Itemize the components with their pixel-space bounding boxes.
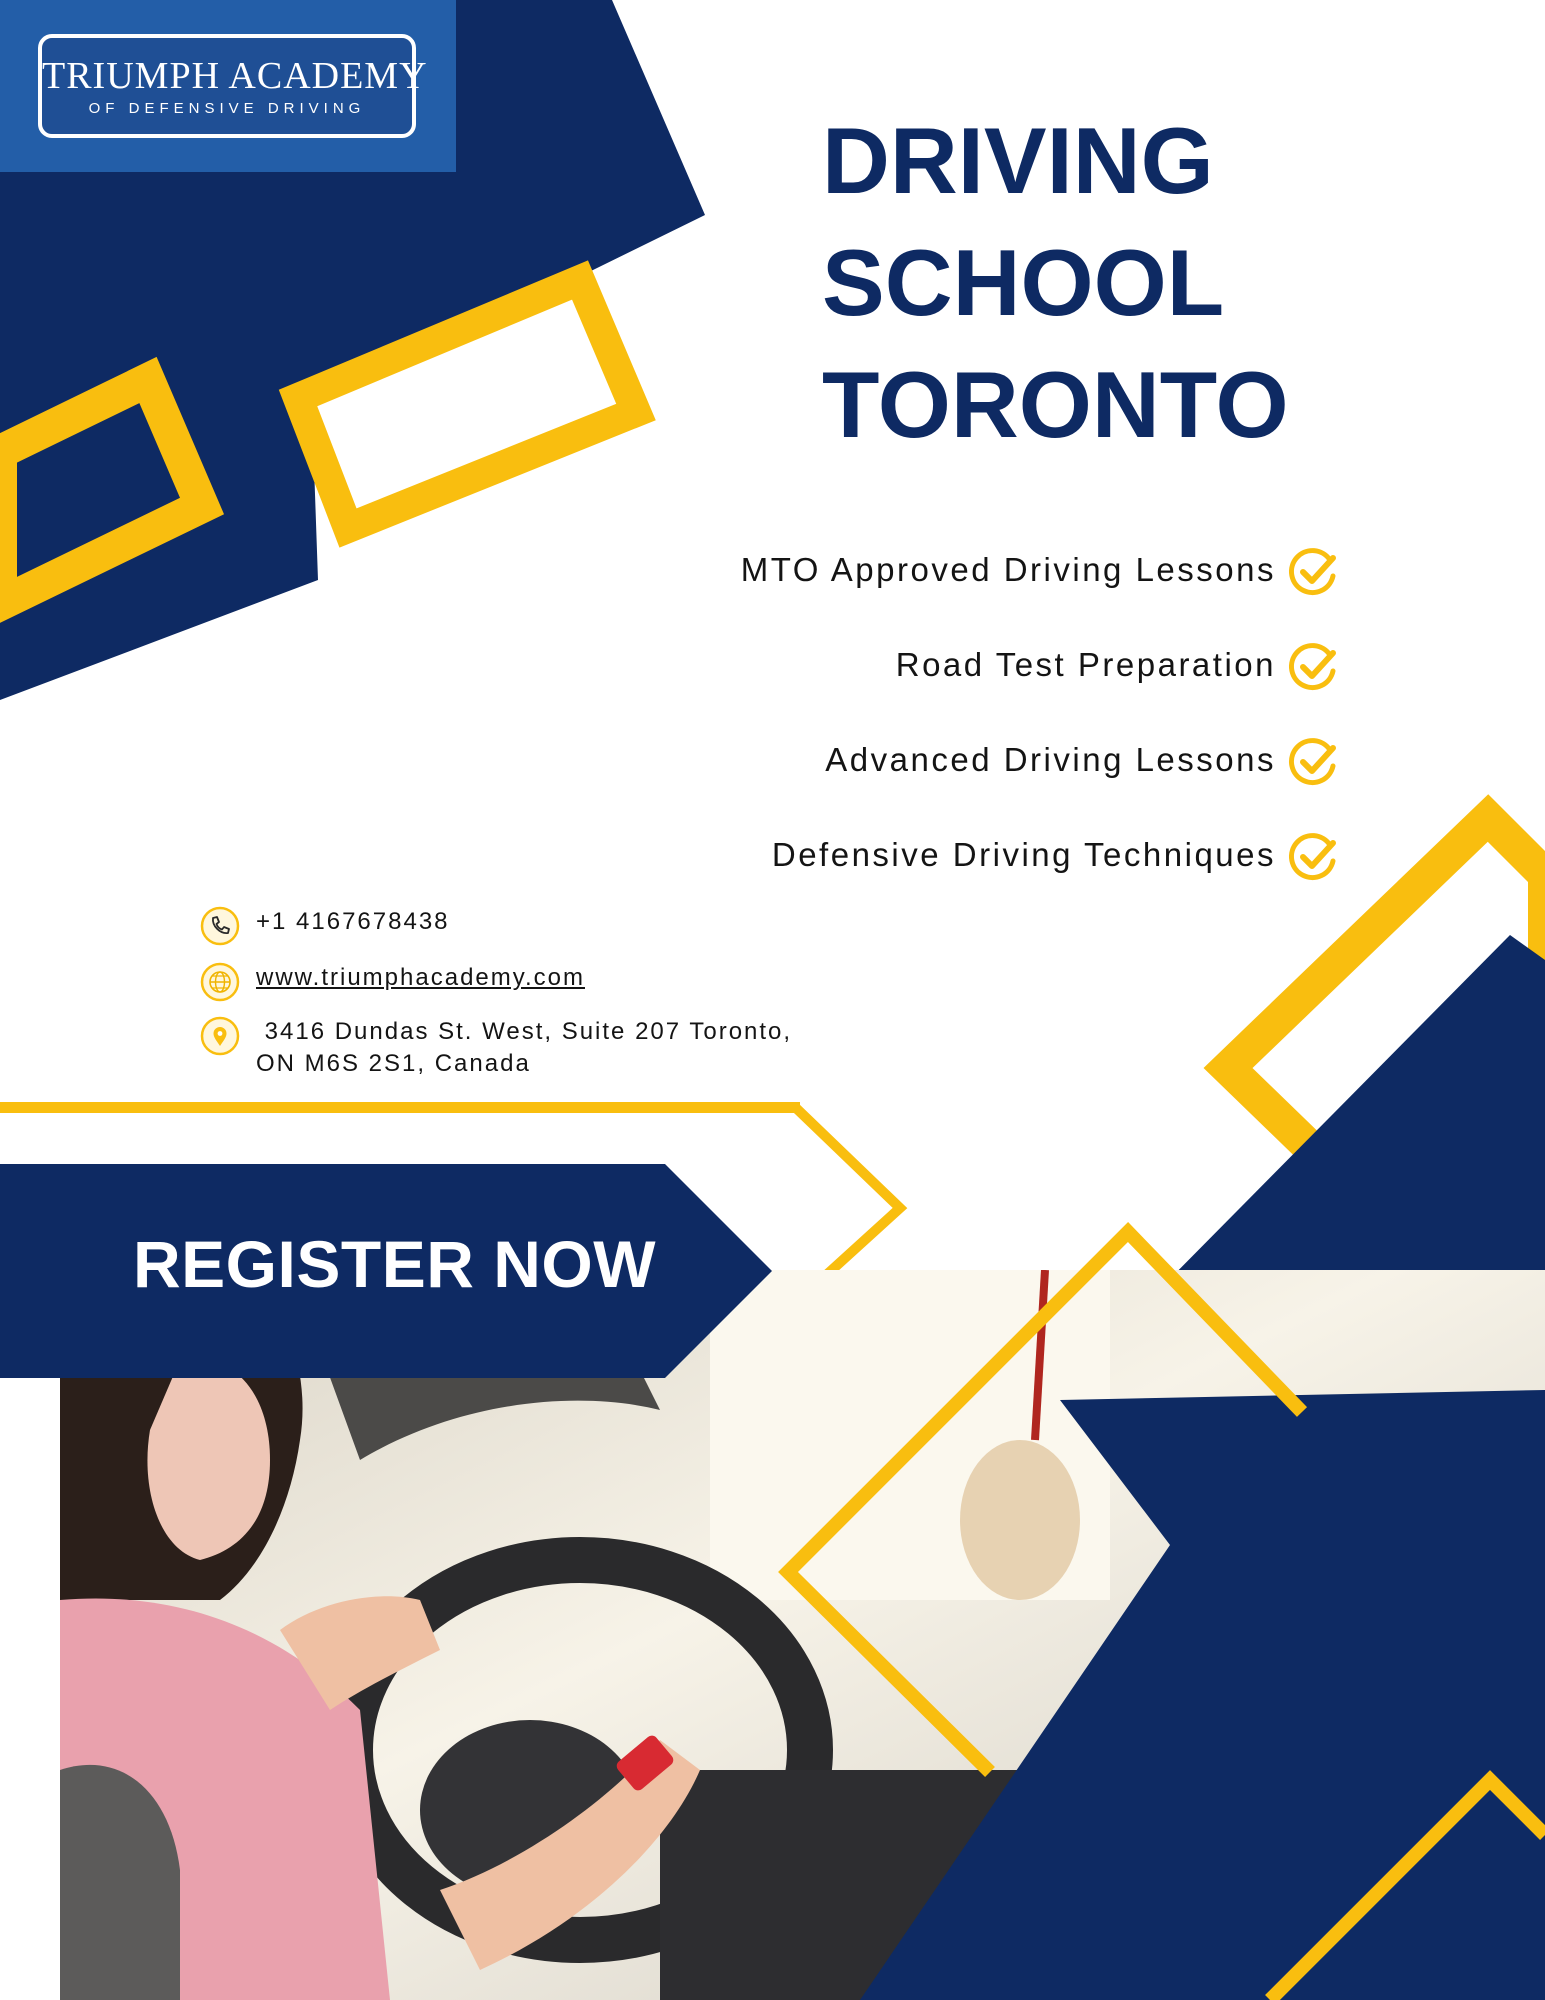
address-line-2: ON M6S 2S1, Canada <box>256 1050 531 1077</box>
contact-phone <box>200 906 450 946</box>
title-line-3: TORONTO <box>822 352 1289 457</box>
check-circle-icon <box>1286 546 1340 600</box>
feature-label: Defensive Driving Techniques <box>771 835 1276 873</box>
feature-label: MTO Approved Driving Lessons <box>740 550 1276 588</box>
check-circle-icon <box>1286 641 1340 695</box>
globe-icon <box>200 962 240 1002</box>
feature-label: Road Test Preparation <box>895 645 1276 683</box>
feature-label: Advanced Driving Lessons <box>825 740 1276 778</box>
logo-badge <box>38 34 428 138</box>
navy-block-bottom-right <box>860 1390 1545 2000</box>
check-circle-icon <box>1286 736 1340 790</box>
location-pin-icon <box>200 1016 240 1056</box>
title-line-1: DRIVING <box>822 108 1214 213</box>
contact-website <box>200 962 585 1002</box>
feature-item <box>741 712 1340 807</box>
contact-address <box>200 1016 792 1080</box>
feature-list <box>741 522 1340 902</box>
phone-icon <box>200 906 240 946</box>
website-link[interactable]: www.triumphacademy.com <box>256 964 585 991</box>
feature-item <box>741 807 1340 902</box>
address-line-1: 3416 Dundas St. West, Suite 207 Toronto, <box>256 1018 793 1045</box>
logo-name: TRIUMPH ACADEMY <box>42 55 428 97</box>
title-line-2: SCHOOL <box>822 230 1225 335</box>
logo-tagline: OF DEFENSIVE DRIVING <box>88 100 366 117</box>
phone-number: +1 4167678438 <box>256 908 450 935</box>
brand-logo <box>0 0 456 172</box>
check-circle-icon <box>1286 831 1340 885</box>
register-now-label: REGISTER NOW <box>133 1227 657 1301</box>
page-title <box>822 100 1289 466</box>
feature-item <box>741 617 1340 712</box>
register-now-button[interactable] <box>0 1164 780 1378</box>
address-text <box>256 1016 792 1080</box>
feature-item <box>741 522 1340 617</box>
